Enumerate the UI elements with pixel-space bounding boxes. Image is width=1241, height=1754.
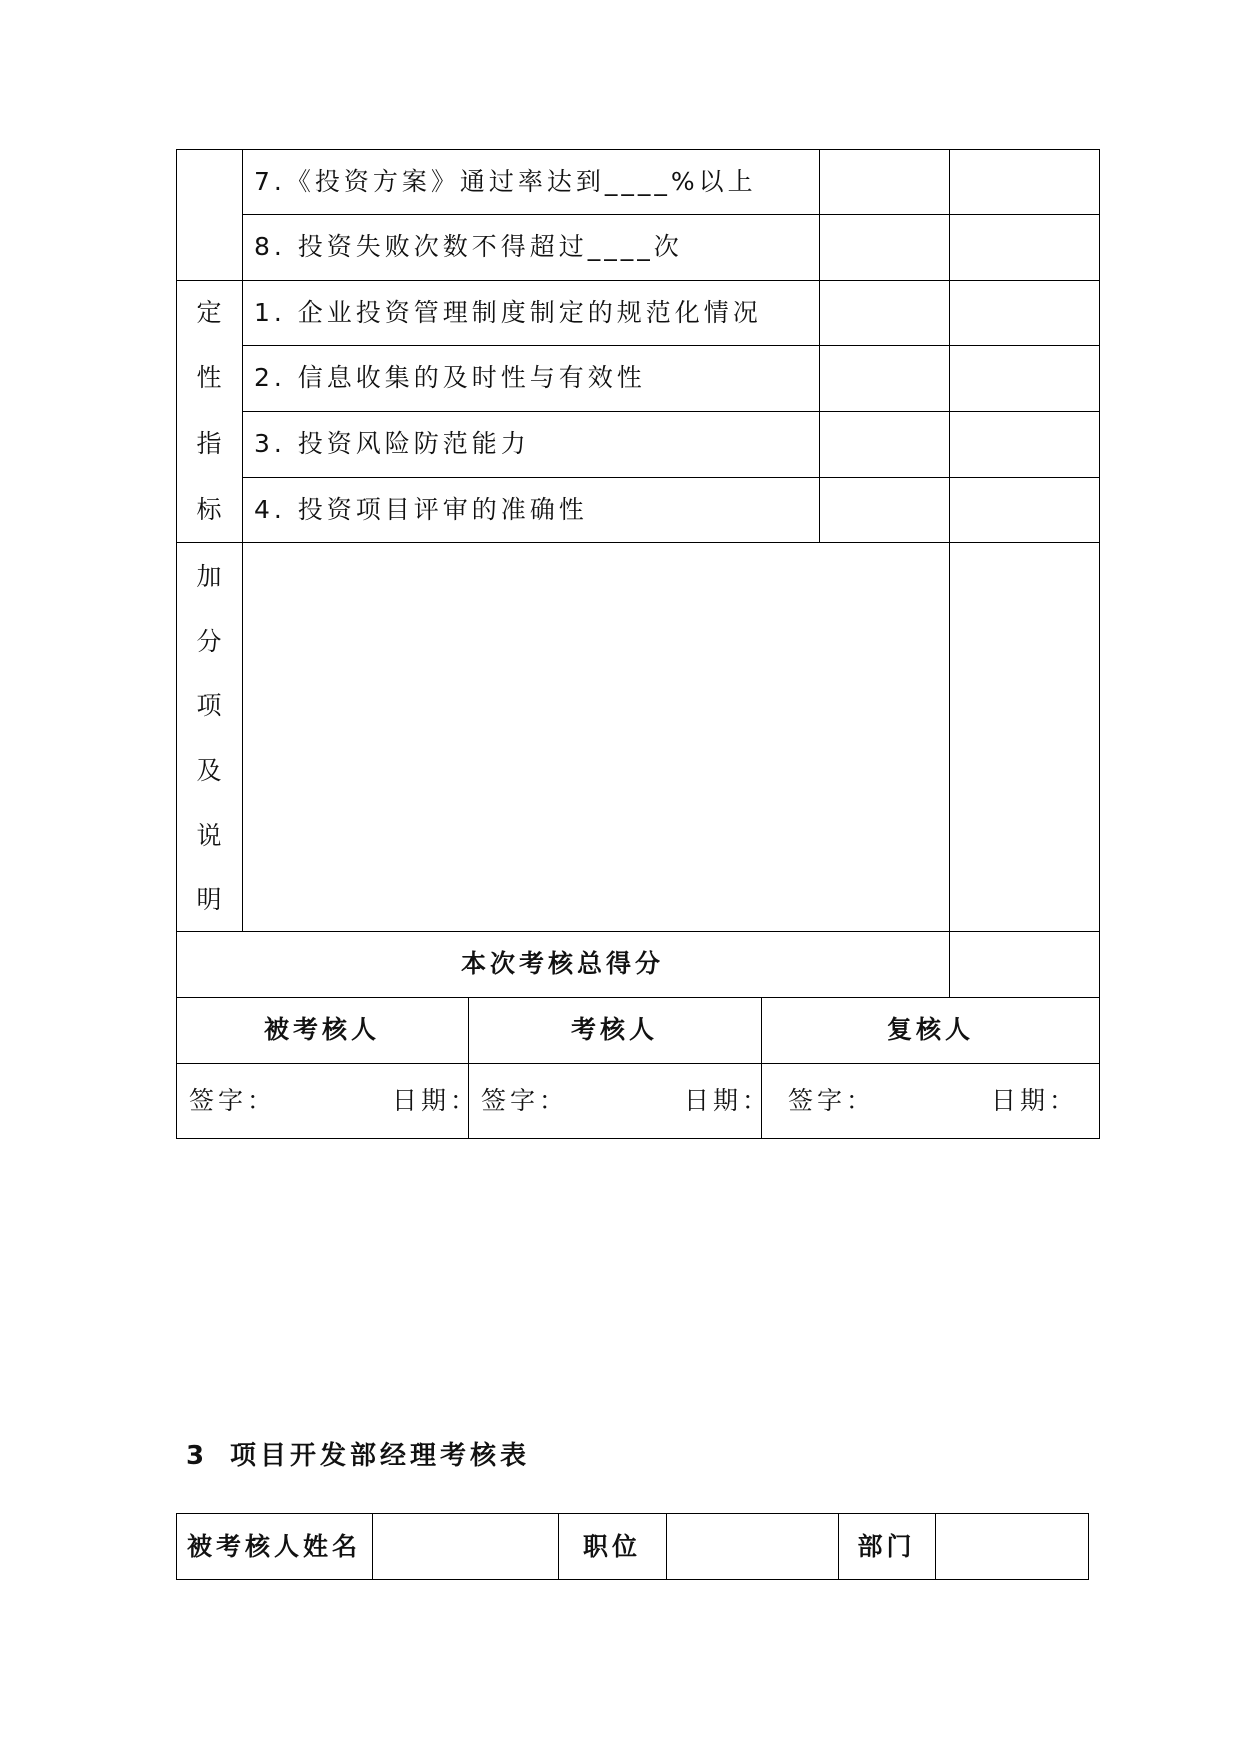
bonus-label-char: 项 bbox=[196, 691, 222, 720]
bonus-label-char: 说 bbox=[196, 821, 222, 850]
qualitative-label-char: 性 bbox=[196, 363, 222, 392]
assessee-header: 被考核人 bbox=[263, 1015, 380, 1044]
qualitative-label-char: 指 bbox=[196, 429, 222, 458]
reviewer-header: 复核人 bbox=[886, 1015, 974, 1044]
section-title: 项目开发部经理考核表 bbox=[230, 1441, 531, 1471]
table-row-label: 1. 企业投资管理制度制定的规范化情况 bbox=[254, 298, 762, 327]
section-number: 3 bbox=[186, 1441, 209, 1471]
assessee-name-field[interactable] bbox=[374, 1515, 556, 1578]
table-row-label: 3. 投资风险防范能力 bbox=[254, 429, 530, 458]
assessor-header: 考核人 bbox=[570, 1015, 658, 1044]
bonus-label-char: 明 bbox=[196, 885, 222, 914]
qualitative-label-char: 标 bbox=[196, 495, 222, 524]
sign-label: 签字： bbox=[481, 1086, 569, 1115]
qualitative-label-char: 定 bbox=[196, 298, 222, 327]
table-row-label: 2. 信息收集的及时性与有效性 bbox=[254, 363, 646, 392]
assessee-name-label: 被考核人姓名 bbox=[187, 1532, 362, 1561]
position-field[interactable] bbox=[668, 1515, 836, 1578]
total-score-label: 本次考核总得分 bbox=[460, 949, 664, 978]
date-label: 日期： bbox=[392, 1086, 480, 1115]
position-label: 职位 bbox=[582, 1532, 641, 1561]
table-row-label: 4. 投资项目评审的准确性 bbox=[254, 495, 588, 524]
department-field[interactable] bbox=[937, 1515, 1087, 1578]
table-row-label: 8. 投资失败次数不得超过____次 bbox=[254, 232, 683, 261]
table-row-label: 7.《投资方案》通过率达到____%以上 bbox=[254, 167, 757, 196]
bonus-label-char: 加 bbox=[196, 562, 222, 591]
sign-label: 签字： bbox=[788, 1086, 876, 1115]
date-label: 日期： bbox=[684, 1086, 772, 1115]
bonus-label-char: 分 bbox=[196, 627, 222, 656]
sign-label: 签字： bbox=[189, 1086, 277, 1115]
bonus-label-char: 及 bbox=[196, 756, 222, 785]
date-label: 日期： bbox=[991, 1086, 1079, 1115]
department-label: 部门 bbox=[857, 1532, 916, 1561]
